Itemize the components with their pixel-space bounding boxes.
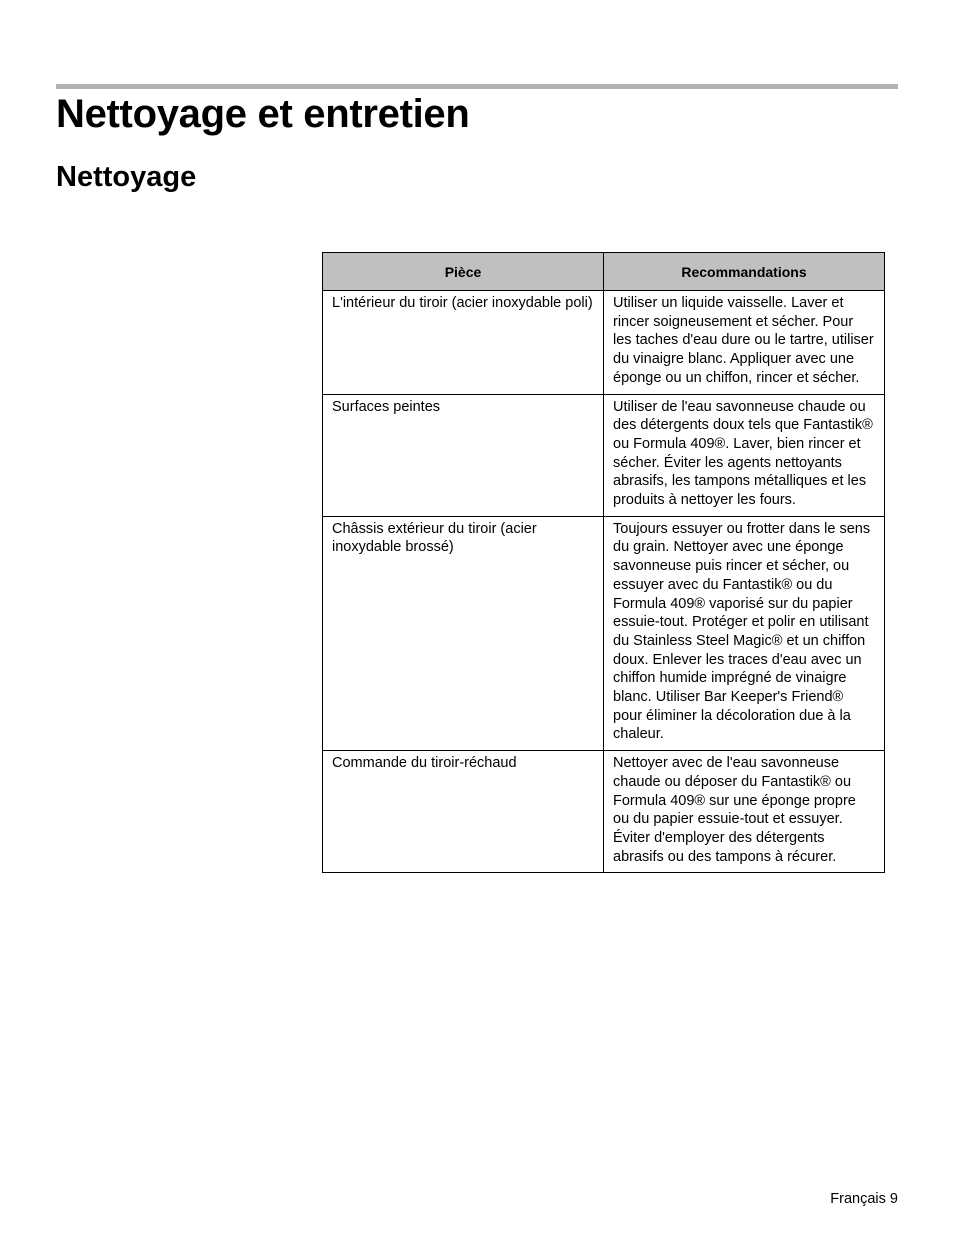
column-header-recommendations: Recommandations (604, 253, 885, 291)
cell-recommendation: Nettoyer avec de l'eau savonneuse chaude ou déposer du Fantastik® ou Formula 409® sur une éponge propre ou du papier essuie-tout et essuyer. Éviter d'employer des détergents abrasifs ou des tampons à récurer. (604, 751, 885, 873)
table-row (323, 516, 885, 750)
table-row (323, 394, 885, 516)
cell-recommendation: Utiliser de l'eau savonneuse chaude ou des détergents doux tels que Fantastik® ou Formula 409®. Laver, bien rincer et sécher. Éviter les agents nettoyants abrasifs, les tampons métalliques et les produits à nettoyer les fours. (604, 394, 885, 516)
cell-part: Commande du tiroir-réchaud (323, 751, 604, 873)
page-footer: Français 9 (830, 1191, 898, 1207)
cell-part: Surfaces peintes (323, 394, 604, 516)
table-row (323, 751, 885, 873)
top-rule (56, 84, 898, 89)
column-header-part: Pièce (323, 253, 604, 291)
section-title: Nettoyage (56, 161, 197, 193)
table-header-row (323, 253, 885, 291)
chapter-title: Nettoyage et entretien (56, 92, 470, 136)
cell-part: L'intérieur du tiroir (acier inoxydable poli) (323, 291, 604, 395)
cell-recommendation: Utiliser un liquide vaisselle. Laver et rincer soigneusement et sécher. Pour les taches d'eau dure ou le tartre, utiliser du vinaigre blanc. Appliquer avec une éponge ou un chiffon, rincer et sécher. (604, 291, 885, 395)
cleaning-table (322, 252, 885, 873)
cell-part: Châssis extérieur du tiroir (acier inoxydable brossé) (323, 516, 604, 750)
table-row (323, 291, 885, 395)
cell-recommendation: Toujours essuyer ou frotter dans le sens du grain. Nettoyer avec une éponge savonneuse puis rincer et sécher, ou essuyer avec du Fantastik® ou du Formula 409® vaporisé sur du papier essuie-tout. Protéger et polir en utilisant du Stainless Steel Magic® et un chiffon doux. Enlever les traces d'eau avec un chiffon humide imprégné de vinaigre blanc. Utiliser Bar Keeper's Friend® pour éliminer la décoloration due à la chaleur. (604, 516, 885, 750)
